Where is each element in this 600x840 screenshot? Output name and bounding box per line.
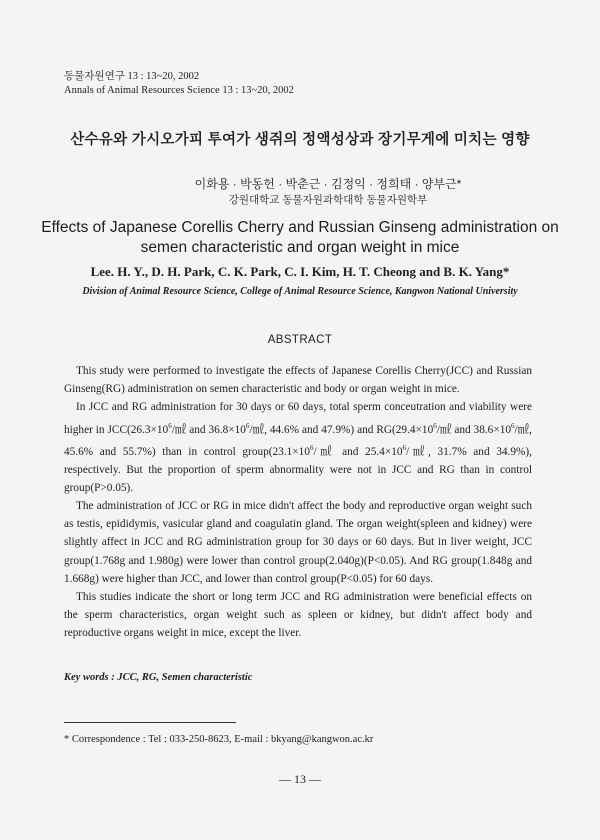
title-english-line2: semen characteristic and organ weight in mice xyxy=(140,239,460,256)
title-korean: 산수유와 가시오가피 투여가 생쥐의 정액성상과 장기무게에 미치는 영향 xyxy=(70,132,530,148)
abstract-paragraph-2: In JCC and RG administration for 30 days or 60 days, total sperm conceutration and viability were higher in $JCC(26.3\times 10^6/㎖$ and $36.8\times 10^6/㎖$, 44.6% and 47.9%) and $RG(29.4\times 10^6/㎖$ and $38.6\times 10^6/㎖$, 45.6% and 55.7%) than in control $group(23.1\times 10^6/㎖$ and $25.4\times 10^6/㎖$, 31.7% and 34.9%), respectively. But the proportion of sperm abnormality were not in JCC and RG than in control group(P>0.05). xyxy=(64,401,532,494)
correspondence-footnote: * Correspondence : Tel : 033-250-8623, E-mail : bkyang@kangwon.ac.kr xyxy=(64,734,374,745)
authors-korean: 이화용 · 박동헌 · 박춘근 · 김정익 · 정희태 · 양부근* xyxy=(194,177,462,191)
authors-english: Lee. H. Y., D. H. Park, C. K. Park, C. I. Kim, H. T. Cheong and B. K. Yang* xyxy=(90,264,510,279)
abstract-paragraph-1: This study were performed to investigate the effects of Japanese Corellis Cherry(JCC) and Russian Ginseng(RG) administration on semen characteristic and body or organ weight in mice. xyxy=(64,365,532,396)
title-english xyxy=(40,218,560,258)
footnote-divider xyxy=(64,722,236,723)
abstract-paragraph-4: This studies indicate the short or long term JCC and RG administration were beneficial effects on the sperm characteristics, organ weight such as spleen or kidney, but didn't affect body and reproductive organs weight in mice, except the liver. xyxy=(64,590,532,640)
affiliation-korean: 강원대학교 동물자원과학대학 동물자원학부 xyxy=(228,194,428,206)
affiliation-english: Division of Animal Resource Science, College of Animal Resource Science, Kangwon National University xyxy=(82,286,518,297)
abstract-heading: ABSTRACT xyxy=(267,334,333,346)
journal-header-ko: 동물자원연구 13 : 13~20, 2002 xyxy=(64,71,200,82)
page-number: — 13 — xyxy=(279,772,321,786)
abstract-paragraph-3: The administration of JCC or RG in mice didn't affect the body and reproductive organ weight such as testis, epididymis, vasicular gland and coagulatin gland. The organ weight(spleen and kidney) were slightly affect in JCC and RG administration group for 30 days or 60 days. But in liver weight, JCC group(1.768g and 1.980g) were lower than control group(2.040g)(P<0.05). And RG group(1.848g and 1.668g) were higher than JCC, and lower than control group(P<0.05) for 60 days. xyxy=(64,499,532,585)
journal-header-en: Annals of Animal Resources Science 13 : 13~20, 2002 xyxy=(64,85,294,96)
abstract-body xyxy=(64,362,532,643)
keywords: Key words : JCC, RG, Semen characteristic xyxy=(64,672,253,683)
title-english-line1: Effects of Japanese Corellis Cherry and Russian Ginseng administration on xyxy=(41,219,559,236)
